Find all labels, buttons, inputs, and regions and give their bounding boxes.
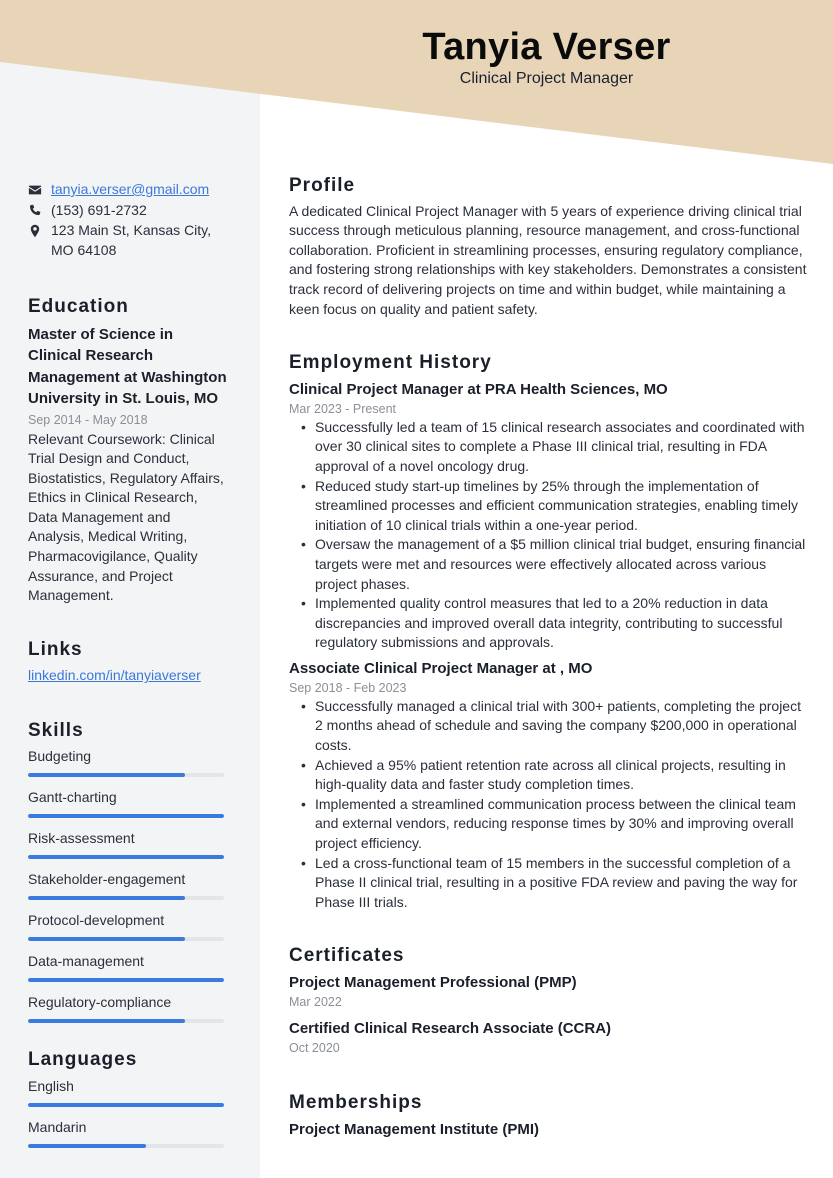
profile-heading: Profile <box>289 175 356 196</box>
education-description: Relevant Coursework: Clinical Trial Design and Conduct, Biostatistics, Regulatory Affairs, Ethics in Clinical Research, Data Management and Analysis, Medical Writing, Pharmacovigilance, Quality Assurance, and Project Management. <box>28 430 224 604</box>
language-bar-fill <box>28 1144 146 1148</box>
job-entry <box>289 658 809 913</box>
phone-number: (153) 691-2732 <box>51 201 147 218</box>
job-bullet: • Implemented a streamlined communication process between the clinical team and external vendors, reducing response times by 30% and improving overall project efficiency. <box>298 795 809 854</box>
education-section <box>28 297 228 606</box>
job-bullet: • Oversaw the management of a $5 million clinical trial budget, ensuring financial targets were met and resources were effectively allocated across various project phases. <box>298 535 809 594</box>
skill-label: Data-management <box>28 953 144 970</box>
skill-item <box>28 870 228 900</box>
main-content <box>289 176 809 1140</box>
language-label: Mandarin <box>28 1118 87 1135</box>
skill-label: Budgeting <box>28 748 92 765</box>
skills-section <box>28 721 228 1024</box>
skill-bar-fill <box>28 978 224 982</box>
skill-bar-fill <box>28 1019 185 1023</box>
contact-section <box>28 180 228 260</box>
certificate-date: Oct 2020 <box>289 1041 340 1055</box>
certificate-date: Mar 2022 <box>289 995 342 1009</box>
skill-item <box>28 747 228 777</box>
skill-item <box>28 788 228 818</box>
job-dates: Sep 2018 - Feb 2023 <box>289 680 407 695</box>
membership-item: Project Management Institute (PMI) <box>289 1120 540 1138</box>
envelope-icon <box>28 183 42 197</box>
skill-item <box>28 911 228 941</box>
certificates-section <box>289 946 809 1057</box>
certificate-title: Certified Clinical Research Associate (CCRA) <box>289 1020 612 1037</box>
job-bullet: • Implemented quality control measures that led to a 20% reduction in data discrepancies and improved overall data integrity, contributing to successful regulatory submissions and approvals. <box>298 594 809 653</box>
job-entry <box>289 379 809 653</box>
job-bullet: • Successfully led a team of 15 clinical research associates and coordinated with over 30 clinical sites to complete a Phase III clinical trial, resulting in FDA approval of a novel oncology drug. <box>298 418 809 477</box>
language-item <box>28 1077 228 1107</box>
memberships-heading: Memberships <box>289 1092 423 1113</box>
employment-section <box>289 353 809 912</box>
language-bar-track <box>28 1144 224 1148</box>
certificate-title: Project Management Professional (PMP) <box>289 974 577 991</box>
language-bar-track <box>28 1103 224 1107</box>
job-dates: Mar 2023 - Present <box>289 401 396 416</box>
skill-label: Protocol-development <box>28 912 165 929</box>
sidebar <box>28 180 228 1159</box>
skill-bar-fill <box>28 773 185 777</box>
skill-label: Gantt-charting <box>28 789 117 806</box>
education-dates: Sep 2014 - May 2018 <box>28 412 148 427</box>
contact-email-row <box>28 180 228 200</box>
languages-heading: Languages <box>28 1049 138 1071</box>
certificate-item <box>289 972 809 1011</box>
skill-bar-track <box>28 814 224 818</box>
links-section <box>28 640 228 686</box>
contact-address-row <box>28 221 228 260</box>
profile-section <box>289 176 809 319</box>
job-bullet: • Reduced study start-up timelines by 25% through the implementation of streamlined processes and efficient communication strategies, enabling timely initiation of 10 clinical trials within a one-year period. <box>298 477 809 536</box>
language-label: English <box>28 1077 74 1094</box>
languages-section <box>28 1050 228 1148</box>
job-title: Associate Clinical Project Manager at , MO <box>289 659 593 677</box>
education-degree: Master of Science in Clinical Research Management at Washington University in St. Louis, MO <box>28 325 227 407</box>
skill-label: Regulatory-compliance <box>28 994 172 1011</box>
address: 123 Main St, Kansas City, MO 64108 <box>51 222 212 258</box>
skill-bar-track <box>28 896 224 900</box>
job-bullet: • Led a cross-functional team of 15 members in the successful completion of a Phase II clinical trial, resulting in a positive FDA review and paving the way for Phase III trials. <box>298 854 809 913</box>
phone-icon <box>28 204 42 218</box>
candidate-name: Tanyia Verser <box>422 26 671 68</box>
profile-text: A dedicated Clinical Project Manager with 5 years of experience driving clinical trial success through meticulous planning, resource management, and cross-functional collaboration. Proficient in streamlining processes, ensuring regulatory compliance, and fostering strong relationships with key stakeholders. Demonstrates a consistent track record of delivering projects on time and within budget, while maintaining a keen focus on quality and patient safety. <box>289 202 807 317</box>
job-title: Clinical Project Manager at PRA Health Sciences, MO <box>289 380 668 398</box>
skill-bar-fill <box>28 855 224 859</box>
skill-bar-track <box>28 1019 224 1023</box>
skill-bar-track <box>28 855 224 859</box>
language-bar-fill <box>28 1103 224 1107</box>
certificates-heading: Certificates <box>289 945 405 967</box>
skill-bar-track <box>28 773 224 777</box>
skill-item <box>28 829 228 859</box>
job-bullet: • Achieved a 95% patient retention rate across all clinical projects, resulting in high-quality data and faster study completion times. <box>298 756 809 795</box>
skills-list <box>28 747 228 1023</box>
skill-item <box>28 993 228 1023</box>
memberships-section <box>289 1093 809 1140</box>
education-heading: Education <box>28 296 129 317</box>
skill-item <box>28 952 228 982</box>
skill-bar-track <box>28 937 224 941</box>
contact-phone-row <box>28 201 228 221</box>
skill-label: Stakeholder-engagement <box>28 871 186 888</box>
skill-bar-track <box>28 978 224 982</box>
map-pin-icon <box>28 224 42 238</box>
candidate-title: Clinical Project Manager <box>459 70 634 87</box>
links-heading: Links <box>28 638 83 660</box>
linkedin-link[interactable]: linkedin.com/in/tanyiaverser <box>28 667 201 684</box>
job-bullets <box>298 697 809 913</box>
language-item <box>28 1118 228 1148</box>
email-link[interactable]: tanyia.verser@gmail.com <box>51 181 210 197</box>
job-bullets <box>298 418 809 653</box>
employment-heading: Employment History <box>289 352 492 374</box>
skill-bar-fill <box>28 896 185 900</box>
certificate-item <box>289 1018 809 1057</box>
skill-bar-fill <box>28 937 185 941</box>
skill-bar-fill <box>28 814 224 818</box>
skill-label: Risk-assessment <box>28 830 135 847</box>
skills-heading: Skills <box>28 719 84 741</box>
job-bullet: • Successfully managed a clinical trial with 300+ patients, completing the project 2 months ahead of schedule and saving the company $200,000 in operational costs. <box>298 697 809 756</box>
